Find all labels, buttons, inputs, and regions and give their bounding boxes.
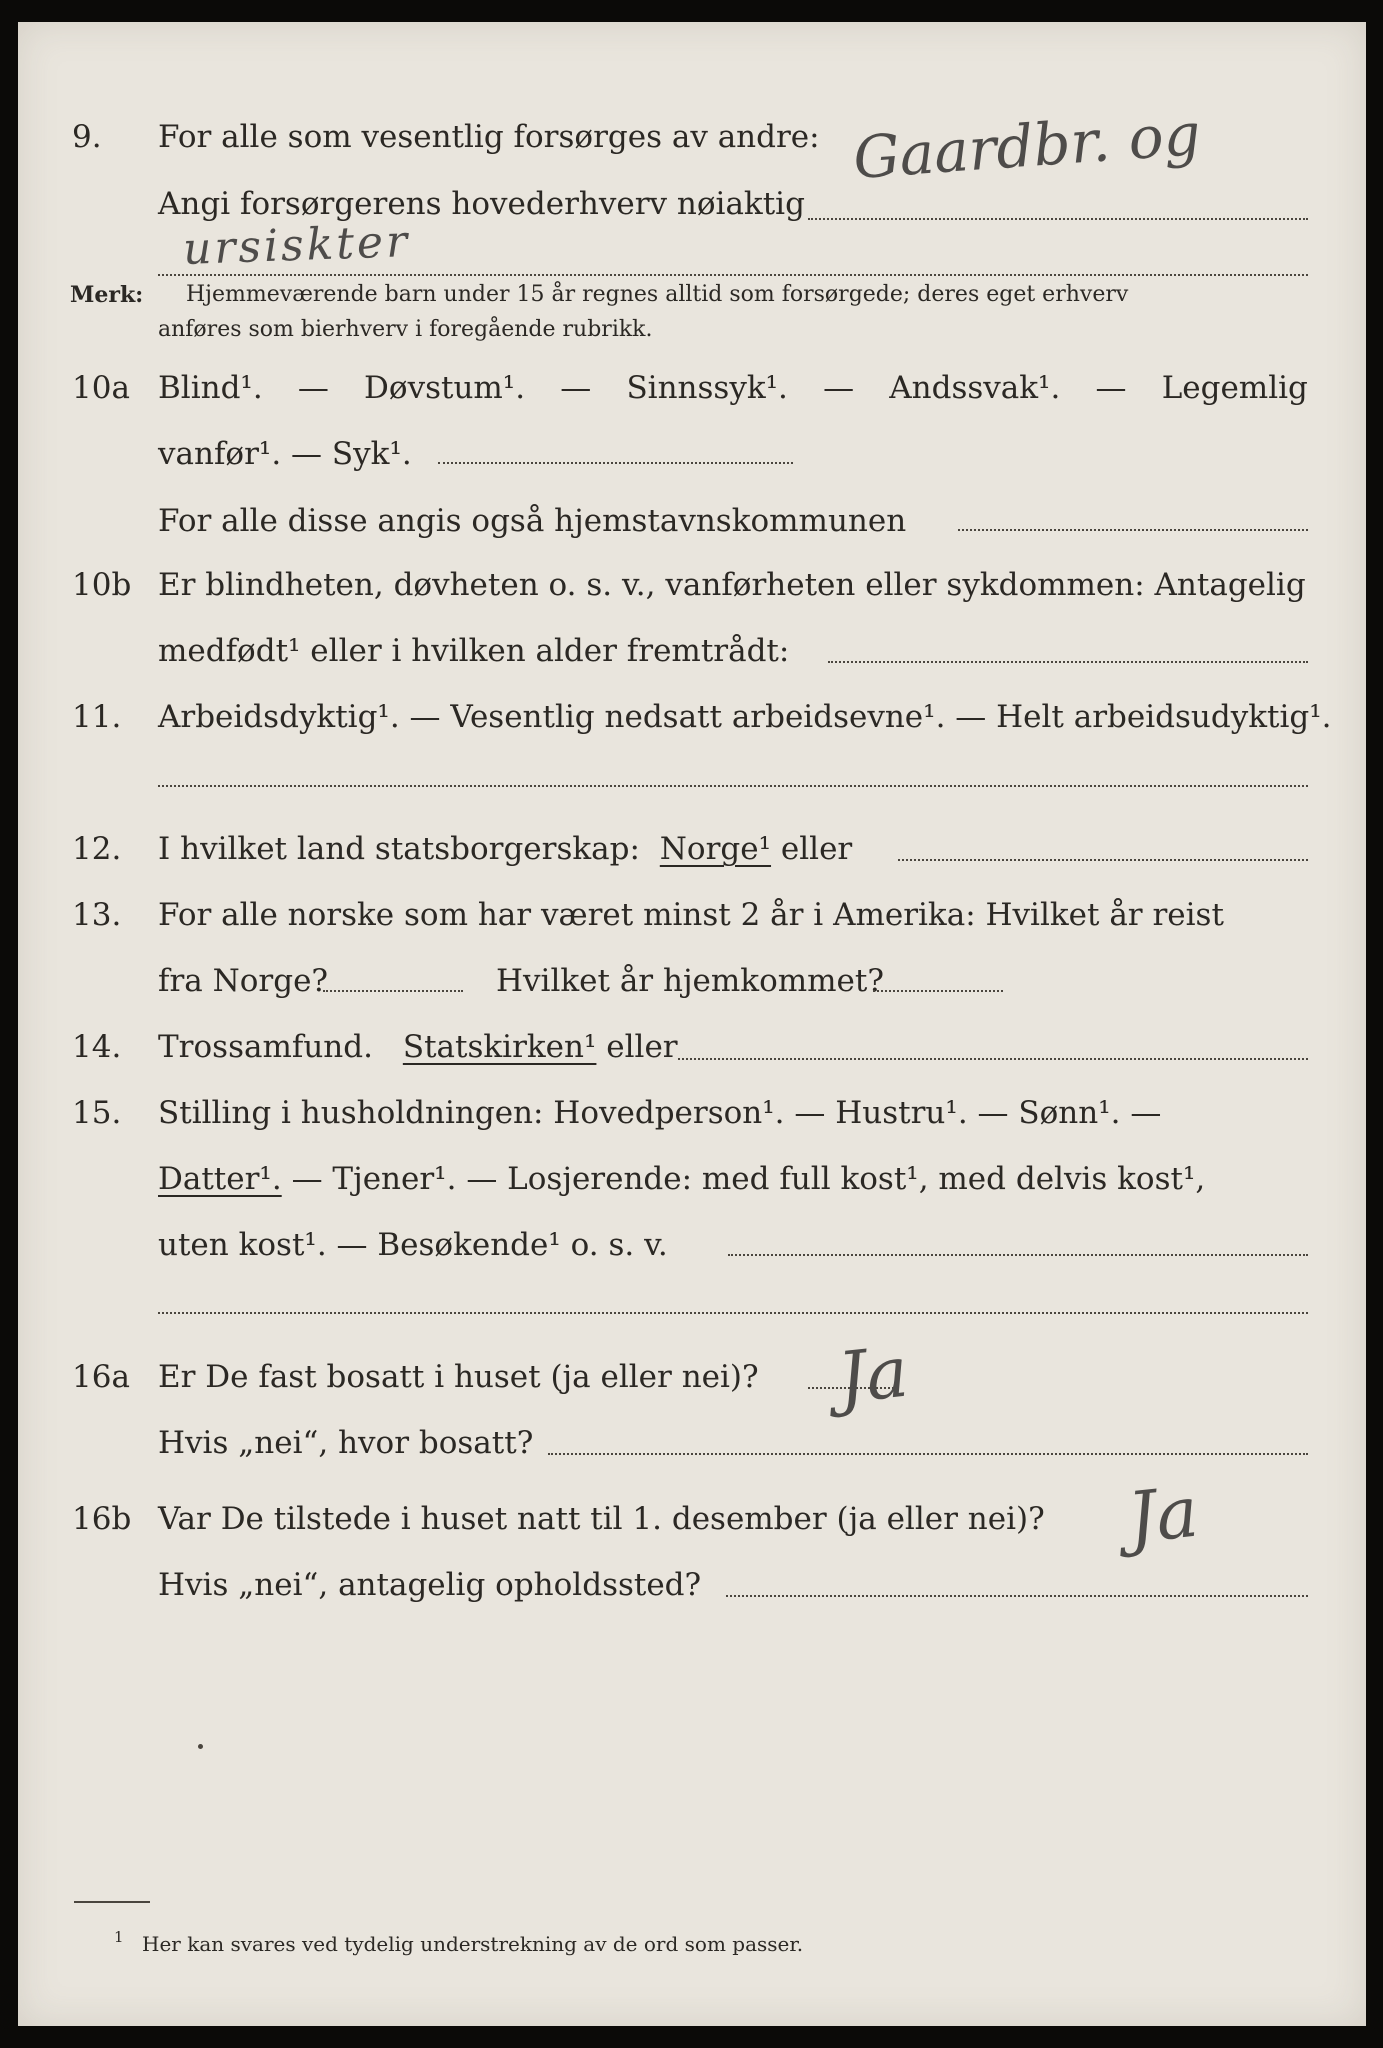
q9-question: For alle som vesentlig forsørges av andre: <box>158 119 820 155</box>
q10b-dots <box>828 661 1308 663</box>
q9-occupation-prompt: Angi forsørgerens hovederhverv nøiaktig <box>158 186 805 222</box>
q10a-opt-legemlig: Legemlig <box>1161 370 1308 406</box>
q16b-number: 16b <box>72 1501 132 1537</box>
q15-line2 <box>18 1157 1366 1201</box>
q10b-line2 <box>18 629 1366 673</box>
q12-text: I hvilket land statsborgerskap: <box>158 831 640 867</box>
q14-statskirken-underlined: Statskirken¹ <box>402 1029 597 1065</box>
q14-eller: eller <box>606 1029 678 1065</box>
footnote-mark: 1 <box>114 1928 124 1946</box>
q10a-opt-andssvak: Andssvak¹. <box>889 370 1061 406</box>
q12-line <box>18 827 1366 871</box>
q15-uten-kost: uten kost¹. — Besøkende¹ o. s. v. <box>158 1227 668 1263</box>
q13-line1 <box>18 893 1366 937</box>
q13-fra-norge: fra Norge? <box>158 963 329 999</box>
q15-dots-1 <box>728 1254 1308 1256</box>
q16b-dots <box>726 1595 1308 1597</box>
q10a-dash-1: — <box>297 370 329 406</box>
q11-number: 11. <box>72 699 122 735</box>
q13-question: For alle norske som har været minst 2 år i Amerika: Hvilket år reist <box>158 897 1224 933</box>
q10a-opt-blind: Blind¹. <box>158 370 263 406</box>
q16a-line1 <box>18 1355 1366 1399</box>
q10a-line3-dots <box>958 529 1308 531</box>
q15-line1 <box>18 1091 1366 1135</box>
q10a-line3 <box>18 499 1366 543</box>
q16b-question: Var De tilstede i huset natt til 1. desember (ja eller nei)? <box>158 1501 1045 1537</box>
merk-line2 <box>18 313 1366 357</box>
q10b-question: Er blindheten, døvheten o. s. v., vanførheten eller sykdommen: Antagelig <box>158 567 1306 603</box>
q10a-opt-dovstum: Døvstum¹. <box>364 370 526 406</box>
q16a-line2 <box>18 1421 1366 1465</box>
merk-note-1: Hjemmeværende barn under 15 år regnes alltid som forsørgede; deres eget erhverv <box>186 282 1129 307</box>
footnote-rule <box>74 1901 150 1903</box>
merk-label: Merk: <box>70 282 144 308</box>
q11-line1 <box>18 695 1366 739</box>
q13-line2 <box>18 959 1366 1003</box>
q10a-vanfor: vanfør¹. — Syk¹. <box>158 436 412 472</box>
q10a-hjemstavn: For alle disse angis også hjemstavnskommunen <box>158 503 907 539</box>
q10a-dash-3: — <box>823 370 855 406</box>
q13-dots-1 <box>323 990 463 992</box>
q16a-handwritten-answer: Ja <box>833 1330 912 1420</box>
q15-line3 <box>18 1223 1366 1267</box>
q10a-options <box>158 366 1308 410</box>
q10a-line2-dots <box>438 462 793 464</box>
q13-dots-2 <box>873 990 1003 992</box>
q11-question: Arbeidsdyktig¹. — Vesentlig nedsatt arbeidsevne¹. — Helt arbeidsudyktig¹. <box>158 699 1332 735</box>
q9-answer-line-1 <box>808 218 1308 220</box>
q15-number: 15. <box>72 1095 122 1131</box>
q10a-line1 <box>18 366 1366 410</box>
q15-dots-2 <box>158 1312 1308 1314</box>
q10b-line1 <box>18 563 1366 607</box>
q16b-line2 <box>18 1563 1366 1607</box>
q10a-number: 10a <box>72 370 130 406</box>
q15-line2-text <box>158 1157 1205 1201</box>
q9-handwritten-answer-2: ursiskter <box>182 216 411 275</box>
q11-dots <box>158 785 1308 787</box>
q10a-dash-4: — <box>1095 370 1127 406</box>
q10a-opt-sinnssyk: Sinnssyk¹. <box>626 370 788 406</box>
merk-note-2: anføres som bierhverv i foregående rubrikk. <box>158 317 653 342</box>
q16a-number: 16a <box>72 1359 130 1395</box>
q10b-number: 10b <box>72 567 132 603</box>
q12-dots <box>898 859 1308 861</box>
q9-answer-line-2 <box>158 274 1308 276</box>
q14-dots <box>678 1058 1308 1060</box>
q16a-question: Er De fast bosatt i huset (ja eller nei)? <box>158 1359 759 1395</box>
q16a-hvor-bosatt: Hvis „nei“, hvor bosatt? <box>158 1425 534 1461</box>
q13-number: 13. <box>72 897 122 933</box>
footnote-text: Her kan svares ved tydelig understrekning av de ord som passer. <box>142 1932 804 1956</box>
q12-question <box>158 827 852 871</box>
q15-datter-underlined: Datter¹. <box>158 1161 282 1197</box>
q13-hjemkommet: Hvilket år hjemkommet? <box>496 963 884 999</box>
q12-norge-underlined: Norge¹ <box>659 831 772 867</box>
q10b-alder: medfødt¹ eller i hvilken alder fremtrådt: <box>158 633 790 669</box>
q14-question <box>158 1025 678 1069</box>
q14-number: 14. <box>72 1029 122 1065</box>
q15-question: Stilling i husholdningen: Hovedperson¹. — Hustru¹. — Sønn¹. — <box>158 1095 1162 1131</box>
q16b-opholdssted: Hvis „nei“, antagelig opholdssted? <box>158 1567 702 1603</box>
q16b-handwritten-answer: Ja <box>1123 1470 1202 1560</box>
q9-number: 9. <box>72 119 102 155</box>
q16a-dots-2 <box>548 1453 1308 1455</box>
q12-number: 12. <box>72 831 122 867</box>
q15-line2-rest: — Tjener¹. — Losjerende: med full kost¹, med delvis kost¹, <box>291 1161 1206 1197</box>
q14-line <box>18 1025 1366 1069</box>
ink-dot <box>198 1744 203 1749</box>
q10a-line2 <box>18 432 1366 476</box>
q9-handwritten-answer-1: Gaardbr. og <box>851 99 1203 193</box>
q12-eller: eller <box>780 831 853 867</box>
q14-text: Trossamfund. <box>158 1029 373 1065</box>
q10a-dash-2: — <box>560 370 592 406</box>
census-form-page <box>18 22 1366 2026</box>
